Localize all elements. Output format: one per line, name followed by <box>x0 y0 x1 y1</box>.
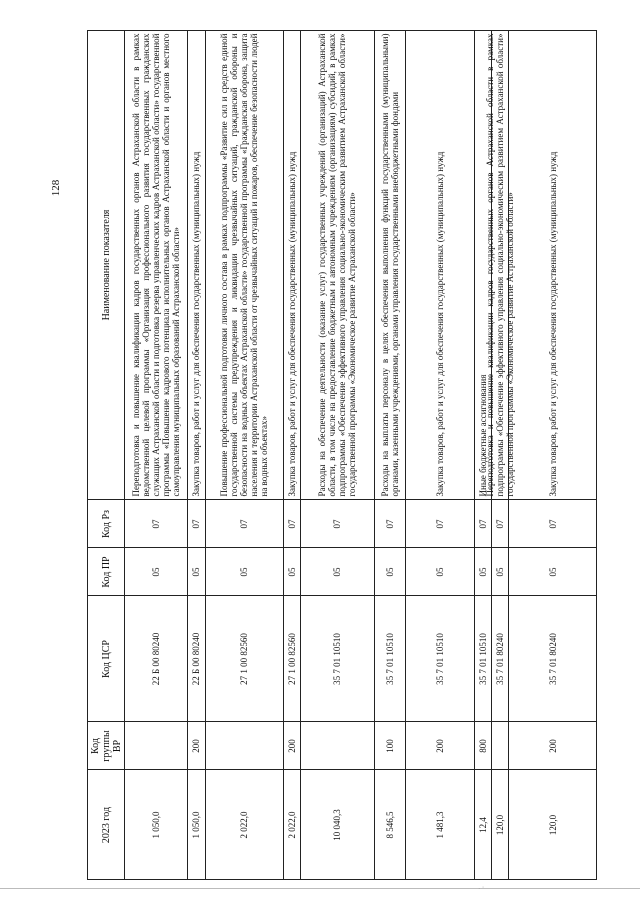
value-2023-text: 12,4 <box>477 816 488 833</box>
indicator-name-text: Переподготовка и повышение квалификации кадров государственных органов Астраханской области в рамках подпрограммы «Обеспечение эффективного управления социально-экономическим развитием Астраханской области» государственной программы «Экономическое развитие Астраханской области» <box>485 33 516 497</box>
cell-indicator-name <box>283 31 300 500</box>
cell-code-pr <box>283 548 300 596</box>
cell-indicator-name <box>124 31 188 500</box>
value-2023-text: 1 050,0 <box>191 811 202 838</box>
page-number: 128 <box>50 179 62 197</box>
code-csr-text: 35 7 01 80240 <box>495 632 506 685</box>
cell-value-2023 <box>492 770 509 880</box>
code-rz-text: 07 <box>477 519 488 528</box>
cell-code-vr <box>188 722 205 770</box>
cell-code-pr <box>124 548 188 596</box>
column-value-2023 <box>88 770 617 880</box>
cell-indicator-name <box>205 31 283 500</box>
cell-code-pr <box>509 548 597 596</box>
cell-value-2023 <box>124 770 188 880</box>
indicator-name-text: Закупка товаров, работ и услуг для обеспечения государственных (муниципальных) нужд <box>286 151 297 497</box>
code-vr-text: 800 <box>477 738 488 753</box>
code-pr-text: 05 <box>191 567 202 576</box>
cell-code-csr <box>205 596 283 722</box>
column-code-csr <box>88 596 617 722</box>
cell-indicator-name <box>188 31 205 500</box>
cell-code-csr <box>474 596 491 722</box>
cell-code-vr <box>283 722 300 770</box>
indicator-name-text: Закупка товаров, работ и услуг для обеспечения государственных (муниципальных) нужд <box>547 151 558 497</box>
indicator-name-text: Переподготовка и повышение квалификации кадров государственных органов Астраханской области в рамках ведомственной целевой программы «Организация профессионального развития государственных гражданских служащих Астраханской области и подготовка резерва управленческих кадров Астраханской области» государственной программы «Повышение кадрового потенциала исполнительных органов Астраханской области и органов местного самоуправления муниципальных образований Астраханской области» <box>131 33 182 497</box>
budget-table <box>87 30 617 880</box>
cell-code-rz <box>124 500 188 548</box>
code-csr-text: 22 Б 00 80240 <box>191 632 202 685</box>
cell-code-rz <box>188 500 205 548</box>
code-vr-text: 200 <box>435 738 446 753</box>
header-code-csr <box>88 596 125 722</box>
code-vr-text: 200 <box>286 738 297 753</box>
cell-value-2023 <box>188 770 205 880</box>
cell-indicator-name <box>301 31 374 500</box>
cell-code-vr <box>205 722 283 770</box>
code-pr-text: 05 <box>495 567 506 576</box>
code-rz-text: 07 <box>332 519 343 528</box>
code-rz-text: 07 <box>547 519 558 528</box>
cell-code-pr <box>492 548 509 596</box>
cell-value-2023 <box>374 770 406 880</box>
code-csr-text: 22 Б 00 80240 <box>151 632 162 685</box>
code-pr-text: 05 <box>547 567 558 576</box>
cell-code-pr <box>301 548 374 596</box>
cell-value-2023 <box>283 770 300 880</box>
code-csr-text: 27 1 00 82560 <box>239 632 250 685</box>
indicator-name-text: Расходы на выплаты персоналу в целях обеспечения выполнения функций государственными (муниципальными) органами, казенными учреждениями, органами управления государственными внебюджетными фондами <box>379 33 400 497</box>
value-2023-text: 2 022,0 <box>239 811 250 838</box>
cell-code-csr <box>283 596 300 722</box>
column-code-rz <box>88 500 617 548</box>
cell-value-2023 <box>474 770 491 880</box>
cell-code-csr <box>492 596 509 722</box>
indicator-name-text: Закупка товаров, работ и услуг для обеспечения государственных (муниципальных) нужд <box>191 151 202 497</box>
code-rz-text: 07 <box>286 519 297 528</box>
header-indicator-name <box>88 31 125 500</box>
code-pr-text: 05 <box>286 567 297 576</box>
cell-code-pr <box>374 548 406 596</box>
header-code-vr <box>88 722 125 770</box>
header-label: 2023 год <box>100 806 112 843</box>
code-pr-text: 05 <box>239 567 250 576</box>
cell-code-vr <box>509 722 597 770</box>
cell-code-rz <box>283 500 300 548</box>
code-pr-text: 05 <box>332 567 343 576</box>
code-csr-text: 35 7 01 10510 <box>477 632 488 685</box>
column-code-pr <box>88 548 617 596</box>
cell-code-rz <box>492 500 509 548</box>
cell-code-csr <box>188 596 205 722</box>
cell-code-rz <box>374 500 406 548</box>
code-vr-text: 100 <box>384 738 395 753</box>
header-label: Код ЦСР <box>100 639 112 678</box>
cell-code-vr <box>374 722 406 770</box>
cell-code-vr <box>301 722 374 770</box>
code-csr-text: 35 7 01 80240 <box>547 632 558 685</box>
cell-code-rz <box>301 500 374 548</box>
cell-value-2023 <box>301 770 374 880</box>
cell-indicator-name <box>406 31 475 500</box>
header-label: Код группы ВР <box>89 729 123 762</box>
value-2023-text: 120,0 <box>495 814 506 835</box>
cell-code-pr <box>188 548 205 596</box>
cell-code-csr <box>124 596 188 722</box>
cell-code-csr <box>406 596 475 722</box>
code-rz-text: 07 <box>191 519 202 528</box>
cell-code-rz <box>509 500 597 548</box>
cell-code-pr <box>205 548 283 596</box>
code-csr-text: 35 7 01 10510 <box>435 632 446 685</box>
cell-code-vr <box>474 722 491 770</box>
cell-code-vr <box>406 722 475 770</box>
code-rz-text: 07 <box>384 519 395 528</box>
cell-code-pr <box>474 548 491 596</box>
cell-indicator-name <box>509 31 597 500</box>
code-csr-text: 27 1 00 82560 <box>286 632 297 685</box>
code-rz-text: 07 <box>151 519 162 528</box>
cell-code-rz <box>406 500 475 548</box>
code-rz-text: 07 <box>239 519 250 528</box>
indicator-name-text: Повышение профессиональной подготовки личного состава в рамках подпрограммы «Развитие сил и средств единой государственной системы предупреждения и ликвидации чрезвычайных ситуаций, гражданской обороны и безопасности на водных объектах Астраханской области» государственной программы «Гражданская оборона, защита населения и территории Астраханской области от чрезвычайных ситуаций и пожаров, обеспечение безопасности людей на водных объектах» <box>219 33 270 497</box>
header-code-pr <box>88 548 125 596</box>
value-2023-text: 8 546,5 <box>384 811 395 838</box>
scan-artifact: · · <box>476 883 486 893</box>
cell-code-rz <box>474 500 491 548</box>
cell-indicator-name <box>374 31 406 500</box>
header-label: Наименование показателя <box>100 209 112 321</box>
cell-code-csr <box>301 596 374 722</box>
code-rz-text: 07 <box>435 519 446 528</box>
cell-value-2023 <box>205 770 283 880</box>
indicator-name-text: Расходы на обеспечение деятельности (оказание услуг) государственных учреждений (организаций) Астраханской области, в том числе на предоставление бюджетным и автономным учреждениям (организациям) субсидий, в рамках подпрограммы «Обеспечение эффективного управления социально-экономическим развитием Астраханской области» государственной программы «Экономическое развитие Астраханской области» <box>317 33 358 497</box>
value-2023-text: 10 040,3 <box>332 808 343 841</box>
code-vr-text: 200 <box>191 738 202 753</box>
code-vr-text: 200 <box>547 738 558 753</box>
header-value-2023 <box>88 770 125 880</box>
cell-value-2023 <box>406 770 475 880</box>
column-indicator-name <box>88 31 617 500</box>
code-pr-text: 05 <box>477 567 488 576</box>
column-code-vr <box>88 722 617 770</box>
code-csr-text: 35 7 01 10510 <box>384 632 395 685</box>
cell-indicator-name <box>485 31 516 500</box>
value-2023-text: 120,0 <box>547 814 558 835</box>
cell-code-csr <box>374 596 406 722</box>
value-2023-text: 1 050,0 <box>151 811 162 838</box>
cell-code-rz <box>205 500 283 548</box>
code-pr-text: 05 <box>151 567 162 576</box>
header-label: Код Рз <box>100 509 112 538</box>
cell-code-pr <box>406 548 475 596</box>
cell-code-vr <box>492 722 509 770</box>
cell-value-2023 <box>509 770 597 880</box>
cell-code-vr <box>124 722 188 770</box>
code-rz-text: 07 <box>495 519 506 528</box>
value-2023-text: 1 481,3 <box>435 811 446 838</box>
indicator-name-text: Иные бюджетные ассигнования <box>477 374 488 497</box>
value-2023-text: 2 022,0 <box>286 811 297 838</box>
scan-edge-line <box>0 888 640 889</box>
indicator-name-text: Закупка товаров, работ и услуг для обеспечения государственных (муниципальных) нужд <box>435 151 446 497</box>
header-label: Код ПР <box>100 555 112 588</box>
header-code-rz <box>88 500 125 548</box>
cell-code-csr <box>509 596 597 722</box>
code-pr-text: 05 <box>435 567 446 576</box>
code-pr-text: 05 <box>384 567 395 576</box>
code-csr-text: 35 7 01 10510 <box>332 632 343 685</box>
